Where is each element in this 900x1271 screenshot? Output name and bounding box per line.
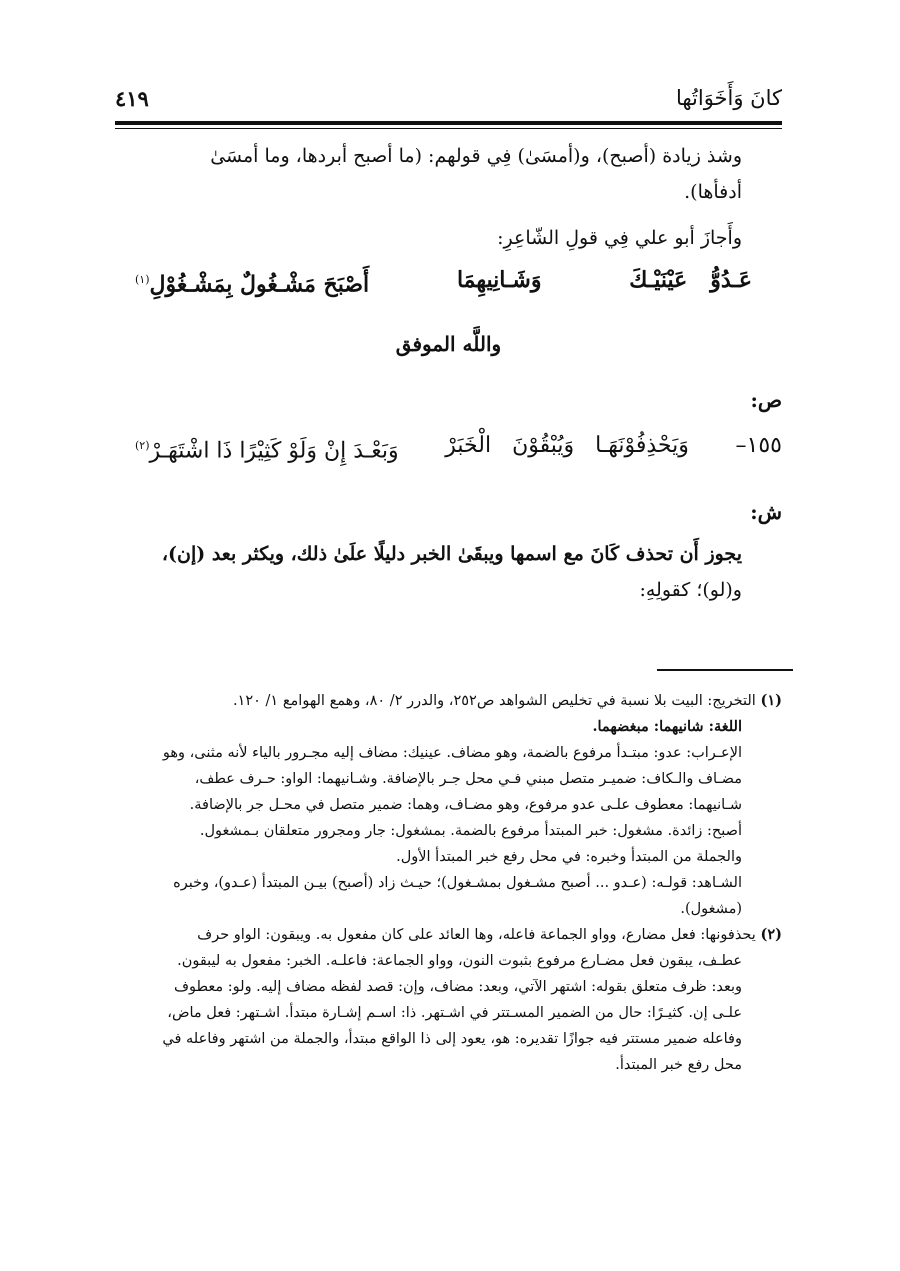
verse-number: ١٥٥– [735, 433, 782, 458]
sad-label: ص: [750, 388, 782, 412]
chapter-title: كانَ وَأَخَوَاتُها [675, 86, 782, 110]
verse-hemistich: وَيَحْذِفُوْنَهَـا وَيُبْقُوْنَ الْخَبَرْ [445, 433, 689, 458]
verse-line-1 [135, 262, 752, 302]
footnotes [115, 688, 782, 1078]
verse-line-2 [135, 428, 782, 469]
paragraph-line: و(لو)؛ كقولِهِ: [639, 579, 742, 601]
footnote-line: وبعد: ظرف متعلق بقوله: اشتهر الآتي، وبعد: مضاف، وإن: قصد لفظه مضاف إليه. ولو: معطوف [173, 979, 742, 995]
footnote-line: الإعـراب: عدو: مبتـدأ مرفوع بالضمة، وهو مضاف. عينيك: مضاف إليه مجـرور بالياء لأنه مثنى، وهو [162, 745, 742, 761]
footnote-line: (١) التخريج: البيت بلا نسبة في تخليص الشواهد ص٢٥٢، والدرر ٢/ ٨٠، وهمع الهوامع ١/ ١٢٠. [232, 692, 782, 709]
footnote-ref: (١) [135, 273, 150, 286]
footnote-line: محل رفع خبر المبتدأ. [615, 1057, 742, 1073]
paragraph-line: أدفأها). [684, 181, 742, 203]
main-text [115, 138, 782, 658]
verse-word: وَشَـانِيهِمَا [456, 267, 542, 293]
footnote-line: علـى إن. كثيـرًا: حال من الضمير المسـتتر في اشـتهر. ذا: اسـم إشـارة مبتدأ. اشـتهر: فعل ماض، [167, 1005, 742, 1021]
paragraph-abu-ali [115, 220, 782, 256]
header-rule-thin [115, 128, 782, 129]
footnote-2 [115, 922, 782, 1078]
footnote-line: مضـاف والـكاف: ضميـر متصل مبني فـي محل جـر بالإضافة. وشـانيهما: الواو: حـرف عطف، [194, 771, 742, 787]
footnote-line: (٢) يحذفونها: فعل مضارع، وواو الجماعة فاعله، وها العائد على كان مفعول به. ويبقون: الواو حرف [197, 926, 782, 943]
page-header [115, 84, 782, 118]
paragraph-line: وشذ زيادة (أصبح)، و(أمسَىٰ) فِي قولهم: (ما أصبح أبردها، وما أمسَىٰ [210, 145, 742, 167]
verse-hemistich: عَـدُوُّ عَيْنَيْـكَ [629, 267, 752, 293]
footnote-ref: (٢) [135, 439, 150, 452]
footnote-line: وفاعله ضمير مستتر فيه جوازًا تقديره: هو، يعود إلى ذا الواقع مبتدأ، والجملة من اشتهر وفاعله في [162, 1031, 742, 1047]
footnote-line: والجملة من المبتدأ وخبره: في محل رفع خبر المبتدأ الأول. [396, 849, 742, 865]
verse-hemistich: وَبَعْـدَ إِنْ وَلَوْ كَثِيْرًا ذَا اشْتَهَـرْ$^{(٢)}$ [135, 438, 399, 464]
footnote-number: (١) [760, 692, 782, 709]
footnote-line: الشـاهد: قولـه: (عـدو ... أصبح مشـغول بمشـغول)؛ حيـث زاد (أصبح) بيـن المبتدأ (عـدو)، وخبره [173, 875, 742, 891]
header-rule-thick [115, 121, 782, 125]
footnote-line: شـانيهما: معطوف علـى عدو مرفوع، وهو مضـاف، وهما: ضمير متصل في محـل جر بالإضافة. [189, 797, 742, 813]
paragraph-shudhudh [115, 138, 782, 210]
footnote-1 [115, 688, 782, 922]
footnote-line: عطـف، يبقون فعل مضـارع مرفوع بثبوت النون، وواو الجماعة: فاعلـه. الخبر: مفعول به ليبقون. [177, 953, 742, 969]
page-number: ٤١٩ [115, 86, 149, 111]
paragraph-line: وأَجازَ أبو علي فِي قولِ الشّاعِرِ: [497, 227, 742, 249]
footnote-line: أصبح: زائدة. مشغول: خبر المبتدأ مرفوع بالضمة. بمشغول: جار ومجرور متعلقان بـمشغول. [199, 823, 742, 839]
shin-label: ش: [750, 500, 782, 524]
closing-phrase: واللَّه الموفق [395, 332, 502, 356]
verse-hemistich: أَصْبَحَ مَشْـغُولٌ بِمَشْـغُوْلِ$^{(١)}$ [135, 271, 370, 298]
paragraph-hadhf [115, 536, 782, 608]
footnote-separator [657, 669, 793, 671]
footnote-line: اللغة: شانيهما: مبغضهما. [592, 718, 742, 735]
footnote-number: (٢) [760, 926, 782, 943]
footnote-line: (مشغول). [680, 901, 742, 917]
paragraph-line: يجوز أَن تحذف كَانَ مع اسمها ويبقَىٰ الخبر دليلًا علَىٰ ذلك، ويكثر بعد (إن)، [161, 543, 742, 565]
